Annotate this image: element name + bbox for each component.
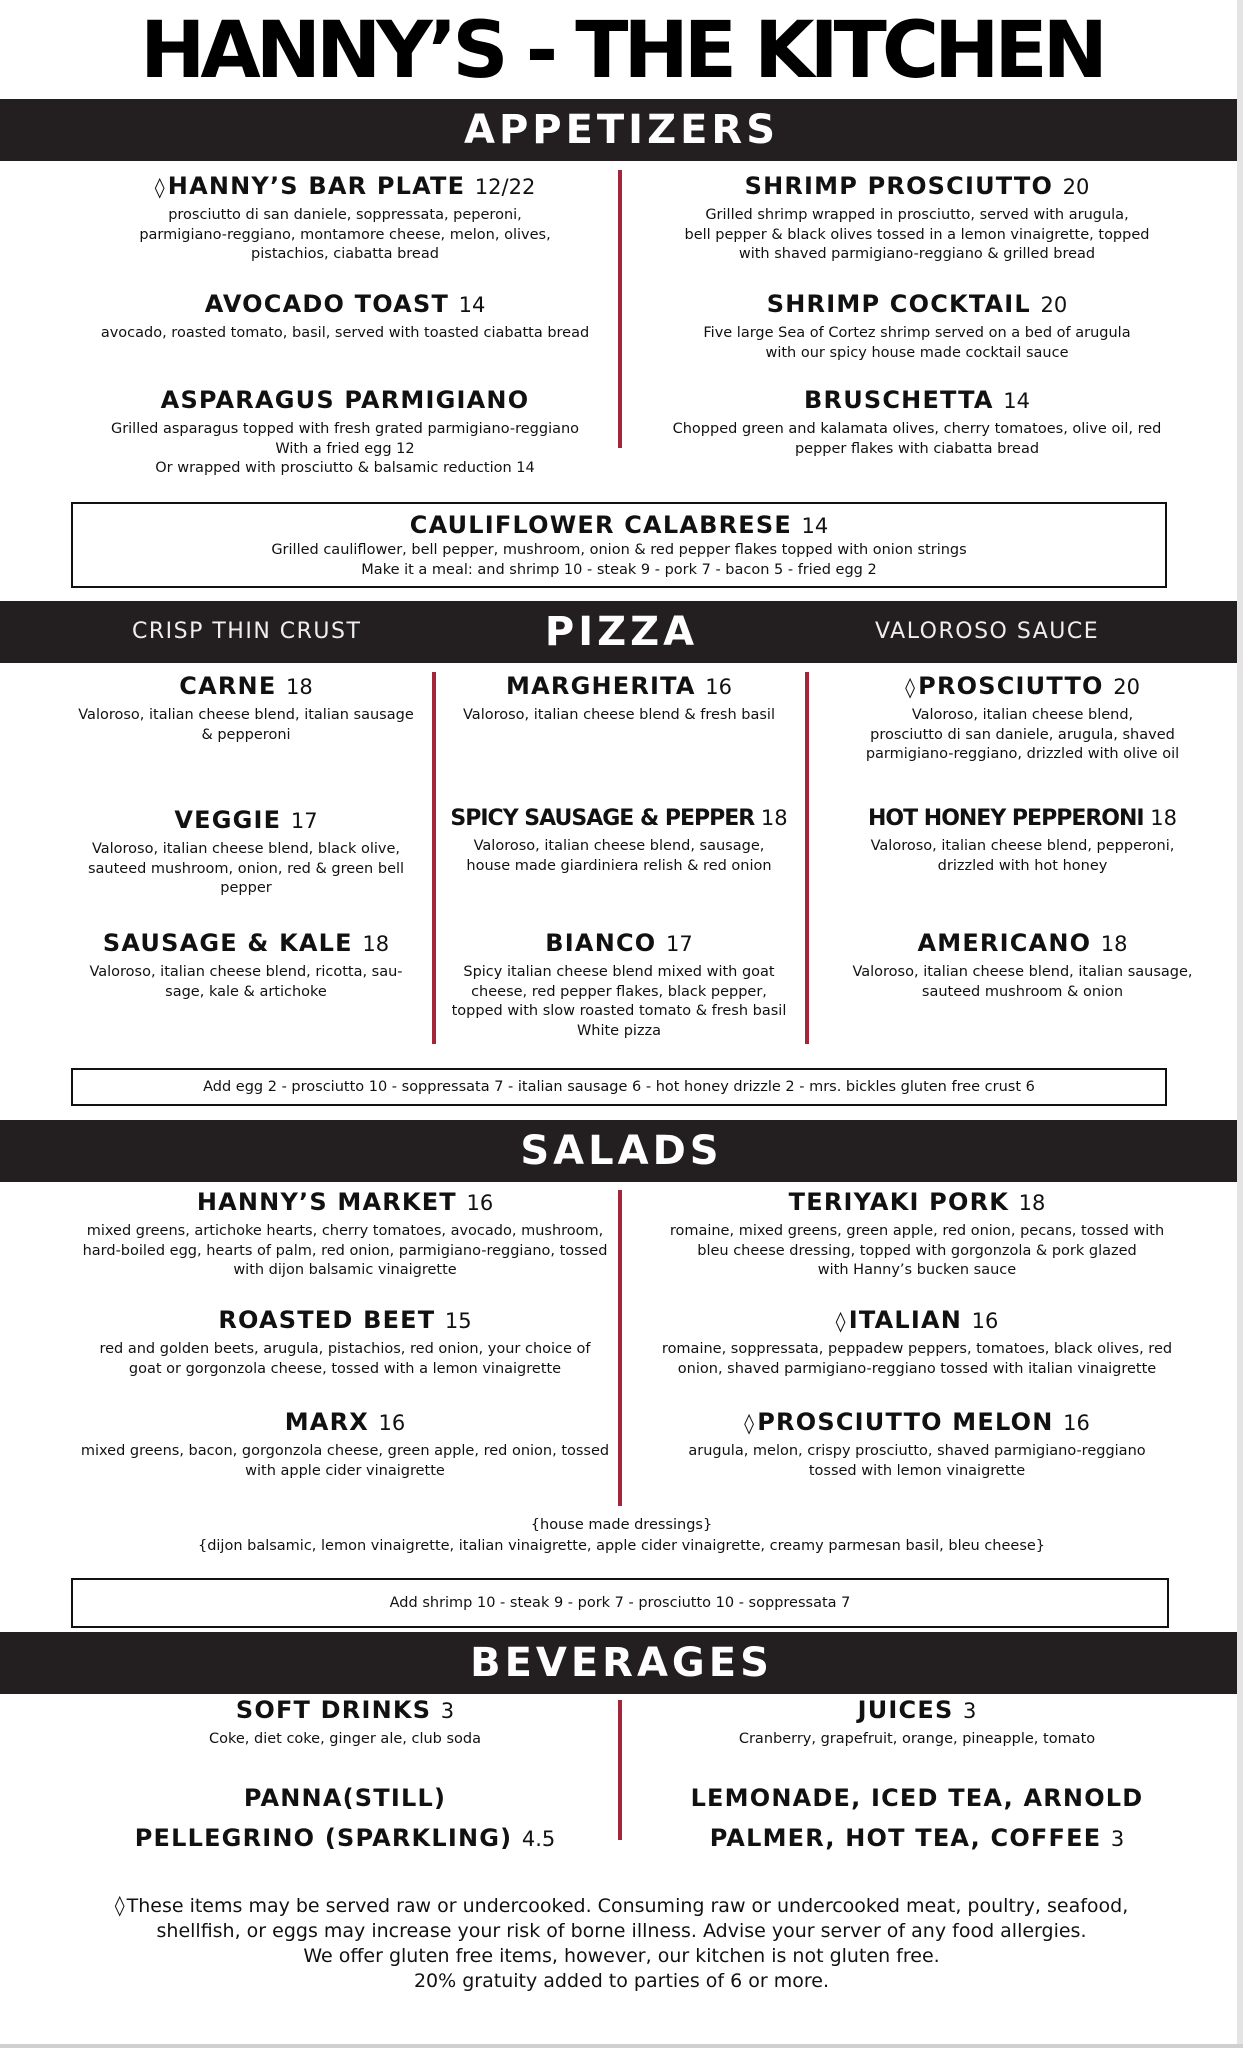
- menu-item-name: BIANCO 17: [545, 929, 693, 957]
- beverages-header: [0, 1632, 1243, 1694]
- menu-item-desc: romaine, soppressata, peppadew peppers, tomatoes, black olives, red onion, shaved parmigiano-reggiano tossed with italian vinaigrette: [661, 1341, 1173, 1377]
- menu-item-price: 20: [1062, 175, 1090, 199]
- menu-item: [60, 1408, 630, 1481]
- cauliflower-desc-1: Grilled cauliflower, bell pepper, mushroom, onion & red pepper flakes topped with onion strings: [271, 541, 967, 558]
- menu-item-desc: avocado, roasted tomato, basil, served with toasted ciabatta bread: [100, 325, 590, 341]
- cauliflower-desc-2: Make it a meal: and shrimp 10 - steak 9 - pork 7 - bacon 5 - fried egg 2: [361, 561, 877, 578]
- menu-item: [70, 929, 422, 1002]
- menu-item: [632, 1306, 1202, 1379]
- menu-item: [60, 386, 630, 479]
- raw-marker-icon: ◊: [114, 1893, 125, 1917]
- menu-item-desc: Grilled shrimp wrapped in prosciutto, served with arugula, bell pepper & black olives tossed in a lemon vinaigrette, topped with shaved parmigiano-reggiano & grilled bread: [684, 207, 1150, 262]
- menu-item-name: SAUSAGE & KALE 18: [102, 929, 390, 957]
- salads-title: SALADS: [520, 1128, 723, 1174]
- menu-item-price: 18: [1018, 1191, 1046, 1215]
- raw-marker-icon: ◊: [835, 1309, 847, 1333]
- menu-item-desc: Valoroso, italian cheese blend, sausage, house made giardiniera relish & red onion: [466, 838, 772, 874]
- footer-line-1: ◊ These items may be served raw or undercooked. Consuming raw or undercooked meat, poultry, seafood,: [114, 1893, 1129, 1917]
- menu-item-name: ROASTED BEET 15: [218, 1306, 472, 1334]
- menu-item-name: ◊PROSCIUTTO 20: [905, 672, 1140, 700]
- appetizers-title: APPETIZERS: [463, 107, 780, 153]
- cauliflower-feature-box: [71, 502, 1167, 588]
- menu-item-desc: Chopped green and kalamata olives, cherry tomatoes, olive oil, red pepper flakes with ciabatta bread: [672, 421, 1162, 457]
- menu-item: [70, 672, 422, 745]
- menu-item: [632, 386, 1202, 459]
- menu-item-price: 16: [1063, 1411, 1090, 1435]
- raw-marker-icon: ◊: [154, 175, 166, 199]
- pizza-divider-1: [432, 672, 436, 1044]
- other-drinks-line-1: LEMONADE, ICED TEA, ARNOLD: [690, 1784, 1144, 1812]
- menu-item-price: 18: [285, 675, 313, 699]
- menu-title: HANNY’S - THE KITCHEN: [140, 6, 1103, 96]
- footer-disclaimer: [0, 1893, 1243, 1994]
- menu-item: [60, 172, 630, 265]
- menu-item-desc: Valoroso, italian cheese blend, black olive, sauteed mushroom, onion, red & green bell pepper: [87, 841, 405, 896]
- cauliflower-name: CAULIFLOWER CALABRESE 14: [409, 510, 829, 539]
- menu-item-desc: red and golden beets, arugula, pistachios, red onion, your choice of goat or gorgonzola cheese, tossed with a lemon vinaigrette: [99, 1341, 591, 1377]
- menu-item-desc: Valoroso, italian cheese blend & fresh basil: [463, 707, 775, 723]
- menu-item-price: 16: [705, 675, 732, 699]
- raw-marker-icon: ◊: [905, 675, 917, 699]
- menu-item-name: HANNY’S MARKET 16: [196, 1188, 494, 1216]
- salads-addons: Add shrimp 10 - steak 9 - pork 7 - prosciutto 10 - soppressata 7: [389, 1595, 851, 1611]
- menu-item: [810, 929, 1235, 1002]
- menu-item-name: MARGHERITA 16: [506, 672, 732, 700]
- footer-line-3: We offer gluten free items, however, our kitchen is not gluten free.: [303, 1945, 940, 1967]
- menu-item-price: 15: [444, 1309, 472, 1333]
- menu-item-desc: Grilled asparagus topped with fresh grated parmigiano-reggiano With a fried egg 12 Or wrapped with prosciutto & balsamic reduction 14: [110, 421, 580, 476]
- salads-addons-box: [71, 1578, 1169, 1628]
- menu-item-desc: Valoroso, italian cheese blend, pepperoni, drizzled with hot honey: [870, 838, 1175, 874]
- water-line-2: PELLEGRINO (SPARKLING) 4.5: [134, 1824, 556, 1852]
- menu-item-name: MARX 16: [284, 1408, 406, 1436]
- menu-item-desc: arugula, melon, crispy prosciutto, shaved parmigiano-reggiano tossed with lemon vinaigrette: [688, 1443, 1146, 1479]
- salads-header: [0, 1120, 1243, 1182]
- appetizers-header: [0, 99, 1243, 161]
- menu-item-name: SHRIMP PROSCIUTTO 20: [744, 172, 1090, 200]
- menu-item-desc: romaine, mixed greens, green apple, red onion, pecans, tossed with bleu cheese dressing, topped with gorgonzola & pork glazed with Hanny’s bucken sauce: [669, 1223, 1165, 1278]
- juices-item: [632, 1696, 1202, 1750]
- menu-item-name: SHRIMP COCKTAIL 20: [766, 290, 1068, 318]
- soft-drinks-desc: Coke, diet coke, ginger ale, club soda: [208, 1731, 482, 1747]
- dressings-list: {dijon balsamic, lemon vinaigrette, italian vinaigrette, apple cider vinaigrette, creamy parmesan basil, bleu cheese}: [197, 1538, 1046, 1554]
- menu-item-price: 12/22: [474, 175, 536, 199]
- dressings-title: {house made dressings}: [530, 1517, 713, 1533]
- beverages-title: BEVERAGES: [470, 1640, 773, 1686]
- menu-item-price: 14: [1003, 389, 1030, 413]
- menu-item: [810, 672, 1235, 765]
- menu-item-desc: Valoroso, italian cheese blend, italian sausage, sauteed mushroom & onion: [852, 964, 1193, 1000]
- menu-item: [632, 290, 1202, 363]
- juices-name: JUICES 3: [857, 1696, 977, 1724]
- menu-item-price: 16: [971, 1309, 999, 1333]
- footer-line-4: 20% gratuity added to parties of 6 or more.: [413, 1970, 830, 1992]
- menu-item-price: 20: [1113, 675, 1140, 699]
- page-edge: [1237, 0, 1243, 2048]
- page-bottom-edge: [0, 2044, 1243, 2048]
- menu-item-price: 20: [1040, 293, 1068, 317]
- footer-line-2: shellfish, or eggs may increase your risk of borne illness. Advise your server of any food allergies.: [156, 1920, 1087, 1942]
- menu-item-price: 18: [760, 806, 788, 830]
- pizza-crust-note: CRISP THIN CRUST: [132, 619, 362, 644]
- menu-item-name: TERIYAKI PORK 18: [788, 1188, 1046, 1216]
- menu-item: [632, 172, 1202, 265]
- menu-item: [60, 1306, 630, 1379]
- menu-item-desc: prosciutto di san daniele, soppressata, peperoni, parmigiano-reggiano, montamore cheese, melon, olives, pistachios, ciabatta bread: [139, 207, 551, 262]
- menu-item: [70, 806, 422, 899]
- menu-item-desc: mixed greens, bacon, gorgonzola cheese, green apple, red onion, tossed with apple cider vinaigrette: [80, 1443, 610, 1479]
- menu-item-desc: Spicy italian cheese blend mixed with goat cheese, red pepper flakes, black pepper, topped with slow roasted tomato & fresh basil White pizza: [451, 964, 787, 1039]
- menu-item: [438, 672, 800, 726]
- menu-item: [438, 806, 800, 876]
- water-item: [60, 1778, 630, 1859]
- water-line-1: PANNA(STILL): [243, 1784, 447, 1812]
- menu-item-price: 16: [466, 1191, 494, 1215]
- menu-item-price: 17: [665, 932, 693, 956]
- menu-item: [60, 290, 630, 344]
- other-drinks-line-2: PALMER, HOT TEA, COFFEE 3: [709, 1824, 1125, 1852]
- menu-item-name: CARNE 18: [179, 672, 313, 700]
- menu-item-name: ASPARAGUS PARMIGIANO: [160, 386, 530, 414]
- menu-item: [632, 1188, 1202, 1281]
- menu-item-name: ◊HANNY’S BAR PLATE 12/22: [154, 172, 536, 200]
- menu-item-name: AMERICANO 18: [917, 929, 1128, 957]
- menu-item-price: 18: [1150, 806, 1177, 830]
- menu-item-name: HOT HONEY PEPPERONI 18: [868, 806, 1177, 831]
- menu-item-desc: Valoroso, italian cheese blend, prosciutto di san daniele, arugula, shaved parmigiano-reggiano, drizzled with olive oil: [865, 707, 1180, 762]
- pizza-divider-2: [805, 672, 809, 1044]
- raw-marker-icon: ◊: [744, 1411, 756, 1435]
- menu-item-name: ◊ITALIAN 16: [835, 1306, 999, 1334]
- menu-item-name: AVOCADO TOAST 14: [204, 290, 486, 318]
- pizza-sauce-note: VALOROSO SAUCE: [875, 619, 1100, 644]
- menu-item-price: 14: [458, 293, 486, 317]
- menu-item-name: BRUSCHETTA 14: [804, 386, 1030, 414]
- menu-item-desc: Valoroso, italian cheese blend, italian sausage & pepperoni: [78, 707, 414, 743]
- pizza-addons-box: [71, 1068, 1167, 1106]
- pizza-addons: Add egg 2 - prosciutto 10 - soppressata 7 - italian sausage 6 - hot honey drizzle 2 - mrs. bickles gluten free crust 6: [203, 1079, 1035, 1095]
- menu-item-desc: Five large Sea of Cortez shrimp served on a bed of arugula with our spicy house made cocktail sauce: [703, 325, 1131, 361]
- menu-item: [438, 929, 800, 1041]
- juices-desc: Cranberry, grapefruit, orange, pineapple, tomato: [738, 1731, 1096, 1747]
- pizza-header: [0, 601, 1243, 663]
- menu-item-name: VEGGIE 17: [174, 806, 318, 834]
- menu-item-price: 17: [290, 809, 318, 833]
- soft-drinks-item: [60, 1696, 630, 1750]
- menu-item-desc: mixed greens, artichoke hearts, cherry tomatoes, avocado, mushroom, hard-boiled egg, hearts of palm, red onion, parmigiano-reggiano, tossed with dijon balsamic vinaigrette: [82, 1223, 608, 1278]
- menu-item-price: 16: [378, 1411, 406, 1435]
- menu-item-price: 18: [1100, 932, 1128, 956]
- pizza-title: PIZZA: [544, 609, 699, 655]
- menu-item-name: SPICY SAUSAGE & PEPPER 18: [450, 806, 788, 831]
- menu-item-price: 18: [362, 932, 390, 956]
- menu-item: [810, 806, 1235, 876]
- soft-drinks-name: SOFT DRINKS 3: [235, 1696, 455, 1724]
- other-drinks-item: [632, 1778, 1202, 1859]
- menu-item-name: ◊PROSCIUTTO MELON 16: [744, 1408, 1090, 1436]
- menu-item: [60, 1188, 630, 1281]
- menu-item: [632, 1408, 1202, 1481]
- menu-item-desc: Valoroso, italian cheese blend, ricotta, sau- sage, kale & artichoke: [89, 964, 403, 1000]
